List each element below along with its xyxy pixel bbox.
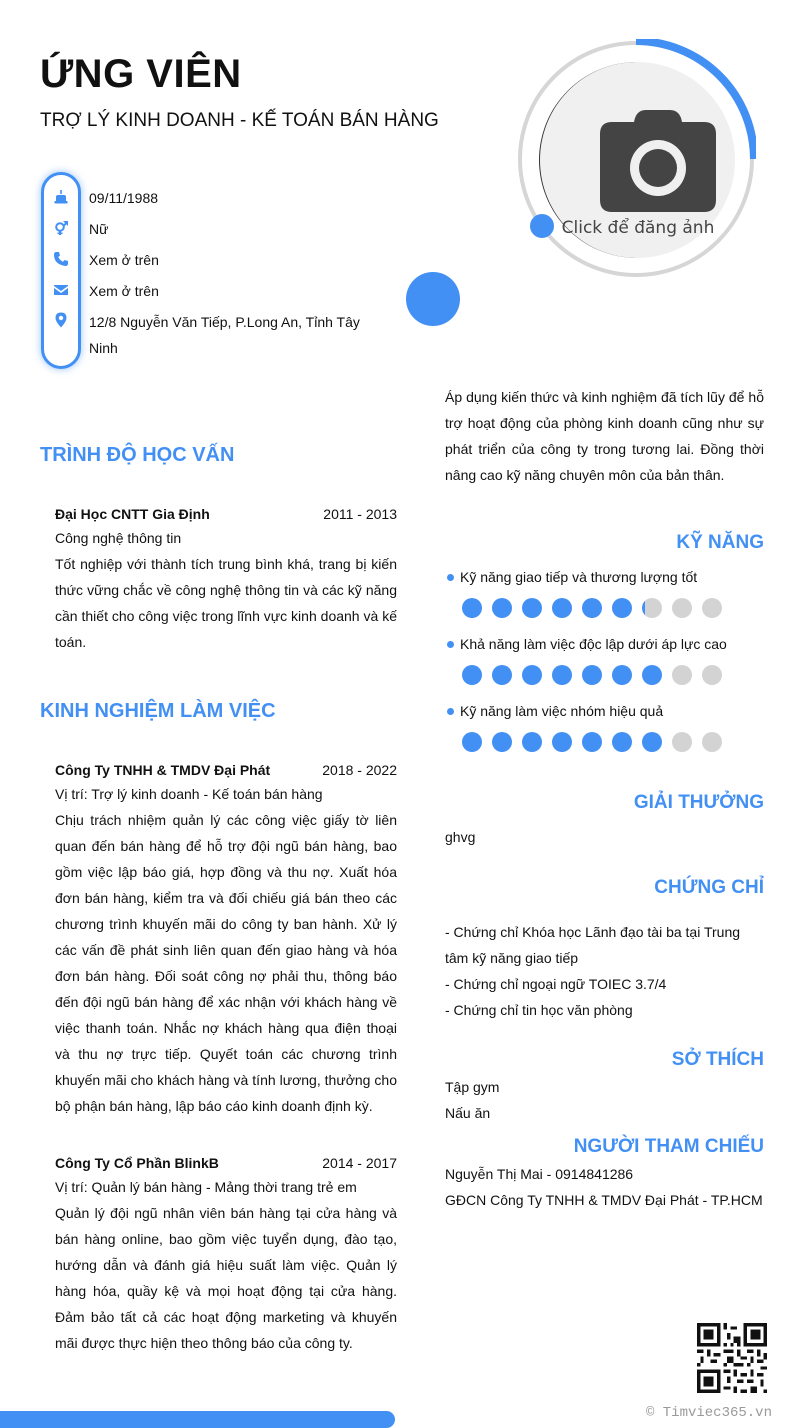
rating-dot — [462, 732, 482, 752]
rating-dot — [672, 598, 692, 618]
phone-icon — [52, 250, 70, 268]
skill-label: Kỹ năng làm việc nhóm hiệu quả — [460, 703, 664, 719]
company-name: Công Ty Cổ Phần BlinkB — [55, 1155, 219, 1171]
rating-dot — [522, 598, 542, 618]
company-name: Công Ty TNHH & TMDV Đại Phát — [55, 762, 271, 778]
contact-phone[interactable]: Xem ở trên — [89, 252, 159, 268]
rating-dot — [612, 598, 632, 618]
rating-dot — [462, 598, 482, 618]
rating-dot — [642, 665, 662, 685]
education-period: 2011 - 2013 — [323, 506, 397, 522]
hobbies-title: SỞ THÍCH — [671, 1049, 764, 1070]
location-pin-icon — [52, 311, 70, 329]
rating-dot — [552, 732, 572, 752]
rating-dot — [582, 665, 602, 685]
rating-dot — [582, 598, 602, 618]
rating-dot — [642, 732, 662, 752]
watermark: © Timviec365.vn — [645, 1405, 772, 1421]
upload-photo-label[interactable]: Click để đăng ảnh — [561, 218, 715, 238]
rating-dot — [642, 598, 662, 618]
rating-dot — [552, 598, 572, 618]
experience-description: Quản lý đội ngũ nhân viên bán hàng tại cửa hàng và bán hàng online, bao gồm việc tuyển dụng, đào tạo, hướng dẫn và đánh giá hiệu suất làm việc. Quản lý hàng hóa, quầy kệ và mọi hoạt động tại cửa hàng. Đảm bảo tất cả các hoạt động marketing và khuyến mãi được thực hiện theo thông báo của công ty. — [55, 1205, 397, 1351]
rating-dot — [582, 732, 602, 752]
experience-period: 2014 - 2017 — [322, 1155, 397, 1171]
footer-accent-bar — [0, 1411, 395, 1428]
email-icon — [52, 281, 70, 299]
education-description: Tốt nghiệp với thành tích trung bình khá, trang bị kiến thức vững chắc về công nghệ thông tin và các kỹ năng cần thiết cho công việc trong lĩnh vực kinh doanh và kế toán. — [55, 556, 397, 650]
skill-label: Khả năng làm việc độc lập dưới áp lực cao — [460, 636, 727, 652]
school-name: Đại Học CNTT Gia Định — [55, 506, 210, 522]
rating-dot — [492, 665, 512, 685]
rating-dot — [492, 732, 512, 752]
rating-dot — [672, 665, 692, 685]
skill-item — [445, 567, 765, 618]
experience-description: Chịu trách nhiệm quản lý các công việc giấy tờ liên quan đến bán hàng để hỗ trợ đội ngũ bán hàng, bao gồm việc lập báo giá, hợp đồng và thu nợ. Xuất hóa đơn bán hàng, kiểm tra và đối chiếu giá bán theo các chương trình khuyến mãi do công ty ban hành. Xử lý các vấn đề phát sinh liên quan đến giao hàng và hóa đơn bán hàng. Đối soát công nợ phải thu, thông báo đến đội ngũ bán hàng để xác nhận với khách hàng về việc thanh toán. Nhắc nợ khách hàng qua điện thoại và thu nợ trực tiếp. Quyết toán các chương trình khuyến mãi cho khách hàng và tính lương, thưởng cho bộ phận bán hàng, lập báo cáo kinh doanh định kỳ. — [55, 812, 397, 1114]
bullet-icon — [447, 574, 454, 581]
bullet-icon — [447, 641, 454, 648]
rating-dot — [702, 665, 722, 685]
rating-dot — [522, 732, 542, 752]
experience-role: Vị trí: Quản lý bán hàng - Mảng thời trang trẻ em — [55, 1179, 357, 1195]
avatar-placeholder[interactable] — [539, 62, 735, 258]
birthday-cake-icon — [52, 188, 70, 206]
rating-dot — [552, 665, 572, 685]
skill-rating — [462, 598, 765, 618]
bullet-icon — [447, 708, 454, 715]
reference-item: GĐCN Công Ty TNHH & TMDV Đại Phát - TP.HCM — [445, 1192, 763, 1208]
education-entry — [55, 502, 397, 655]
rating-dot — [522, 665, 542, 685]
certificate-item: - Chứng chỉ ngoại ngữ TOIEC 3.7/4 — [445, 976, 667, 992]
rating-dot — [702, 732, 722, 752]
skill-rating — [462, 665, 765, 685]
skills-title: KỸ NĂNG — [676, 532, 764, 553]
certificate-item: - Chứng chỉ tin học văn phòng — [445, 1002, 633, 1018]
hobbies-list — [445, 1074, 765, 1126]
candidate-name: ỨNG VIÊN — [40, 52, 242, 96]
rating-dot — [612, 665, 632, 685]
candidate-position: TRỢ LÝ KINH DOANH - KẾ TOÁN BÁN HÀNG — [40, 110, 439, 131]
contact-email[interactable]: Xem ở trên — [89, 283, 159, 299]
experience-entry — [55, 1151, 397, 1356]
hobby-item: Tập gym — [445, 1079, 500, 1095]
skill-rating — [462, 732, 765, 752]
education-major: Công nghệ thông tin — [55, 530, 182, 546]
skill-item — [445, 701, 765, 752]
rating-dot — [672, 732, 692, 752]
rating-dot — [462, 665, 482, 685]
reference-item: Nguyễn Thị Mai - 0914841286 — [445, 1166, 634, 1182]
references-title: NGƯỜI THAM CHIẾU — [573, 1136, 764, 1157]
rating-dot — [612, 732, 632, 752]
contact-birthdate: 09/11/1988 — [89, 190, 159, 206]
awards-title: GIẢI THƯỞNG — [633, 792, 764, 813]
gender-icon — [52, 219, 70, 237]
certificates-title: CHỨNG CHỈ — [654, 877, 764, 898]
hobby-item: Nấu ăn — [445, 1105, 491, 1121]
contact-gender: Nữ — [89, 221, 109, 237]
experience-title: KINH NGHIỆM LÀM VIỆC — [40, 700, 276, 722]
certificate-item: - Chứng chỉ Khóa học Lãnh đạo tài ba tại Trung tâm kỹ năng giao tiếp — [445, 924, 741, 966]
experience-period: 2018 - 2022 — [322, 762, 397, 778]
certificates-list — [445, 919, 765, 1023]
career-objective: Áp dụng kiến thức và kinh nghiệm đã tích lũy để hỗ trợ hoạt động của phòng kinh doanh cũng như sự phát triển của công ty trong tương lai. Đồng thời nâng cao kỹ năng chuyên môn của bản thân. — [445, 389, 764, 483]
experience-role: Vị trí: Trợ lý kinh doanh - Kế toán bán hàng — [55, 786, 323, 802]
rating-dot — [492, 598, 512, 618]
contact-address: 12/8 Nguyễn Văn Tiếp, P.Long An, Tỉnh Tây Ninh — [89, 314, 360, 356]
decorative-dot — [530, 214, 554, 238]
avatar-upload[interactable] — [518, 41, 754, 277]
camera-icon — [600, 110, 716, 212]
qr-code-icon — [697, 1323, 767, 1393]
skill-item — [445, 634, 765, 685]
education-title: TRÌNH ĐỘ HỌC VẤN — [40, 444, 235, 466]
decorative-circle — [406, 272, 460, 326]
rating-dot — [702, 598, 722, 618]
references-list — [445, 1161, 765, 1213]
awards-text: ghvg — [445, 829, 476, 845]
experience-entry — [55, 758, 397, 1119]
skill-label: Kỹ năng giao tiếp và thương lượng tốt — [460, 569, 698, 585]
